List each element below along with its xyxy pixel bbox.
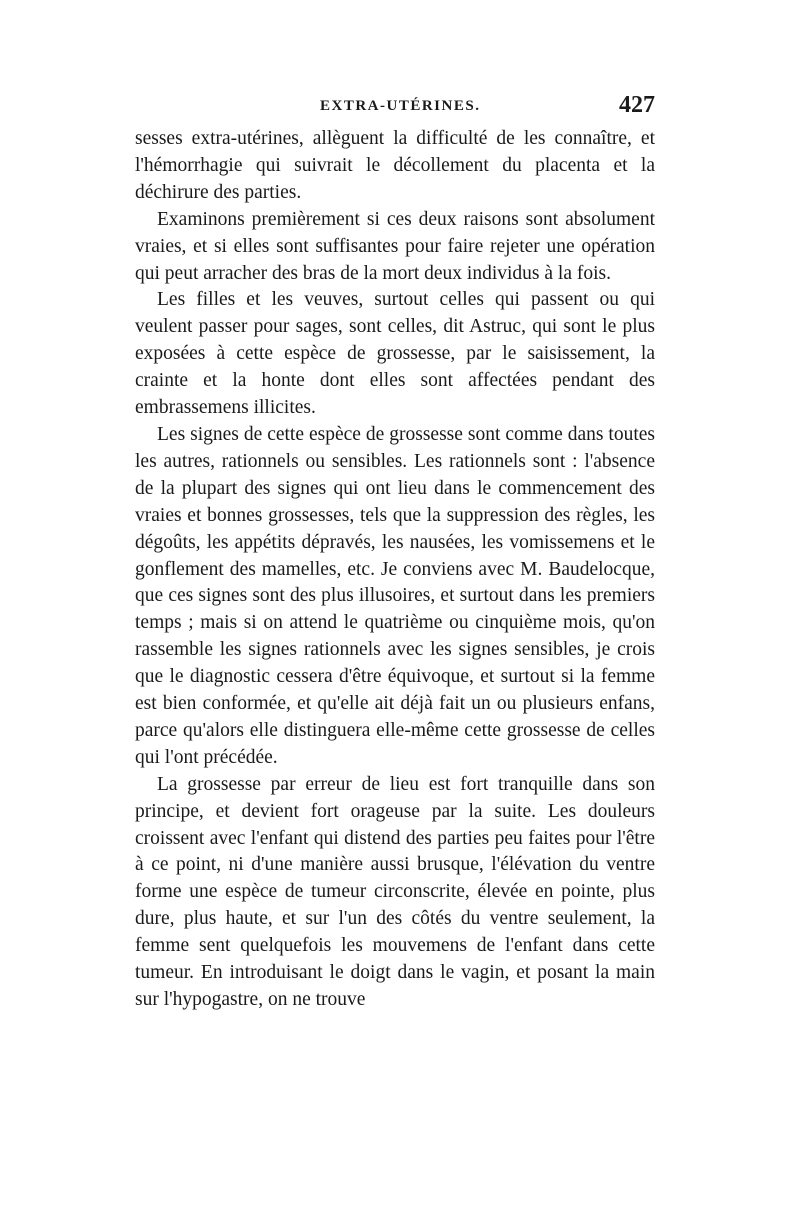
paragraph: Les filles et les veuves, surtout celles qui passent ou qui veulent passer pour sages, sont celles, dit Astruc, qui sont le plus exposées à cette espèce de grossesse, par le saisissement, la crainte et la honte dont elles sont affectées pendant des embrassemens illicites.: [135, 289, 655, 419]
paragraph-continuation: sesses extra-utérines, allèguent la difficulté de les connaître, et l'hémorrhagie qui suivrait le décollement du placenta et la déchirure des parties.: [135, 128, 655, 203]
page-number: 427: [619, 92, 655, 118]
paragraph: La grossesse par erreur de lieu est fort tranquille dans son principe, et devient fort orageuse par la suite. Les douleurs croissent avec l'enfant qui distend des parties peu faites pour l'être à ce point, ni d'une manière aussi brusque, l'élévation du ventre forme une espèce de tumeur circonscrite, élevée en pointe, plus dure, plus haute, et sur l'un des côtés du ventre seulement, la femme sent quelquefois les mouvemens de l'enfant dans cette tumeur. En introduisant le doigt dans le vagin, et posant la main sur l'hypogastre, on ne trouve: [135, 773, 655, 1010]
paragraph: Examinons premièrement si ces deux raisons sont absolument vraies, et si elles sont suffisantes pour faire rejeter une opération qui peut arracher des bras de la mort deux individus à la fois.: [135, 208, 655, 284]
paragraph: Les signes de cette espèce de grossesse sont comme dans toutes les autres, rationnels ou sensibles. Les rationnels sont : l'absence de la plupart des signes qui ont lieu dans le commencement des vraies et bonnes grossesses, tels que la suppression des règles, les dégoûts, les appétits dépravés, les nausées, les vomissemens et le gonflement des mamelles, etc. Je conviens avec M. Baudelocque, que ces signes sont des plus illusoires, et surtout dans les premiers temps ; mais si on attend le quatrième ou cinquième mois, qu'on rassemble les signes rationnels avec les signes sensibles, je crois que le diagnostic cessera d'être équivoque, et surtout si la femme est bien conformée, et qu'elle ait déjà fait un ou plusieurs enfans, parce qu'alors elle distinguera elle-même cette grossesse de celles qui l'ont précédée.: [135, 423, 655, 768]
running-title: EXTRA-UTÉRINES.: [320, 98, 481, 114]
running-head: [135, 92, 655, 122]
body-text: [135, 126, 655, 1014]
